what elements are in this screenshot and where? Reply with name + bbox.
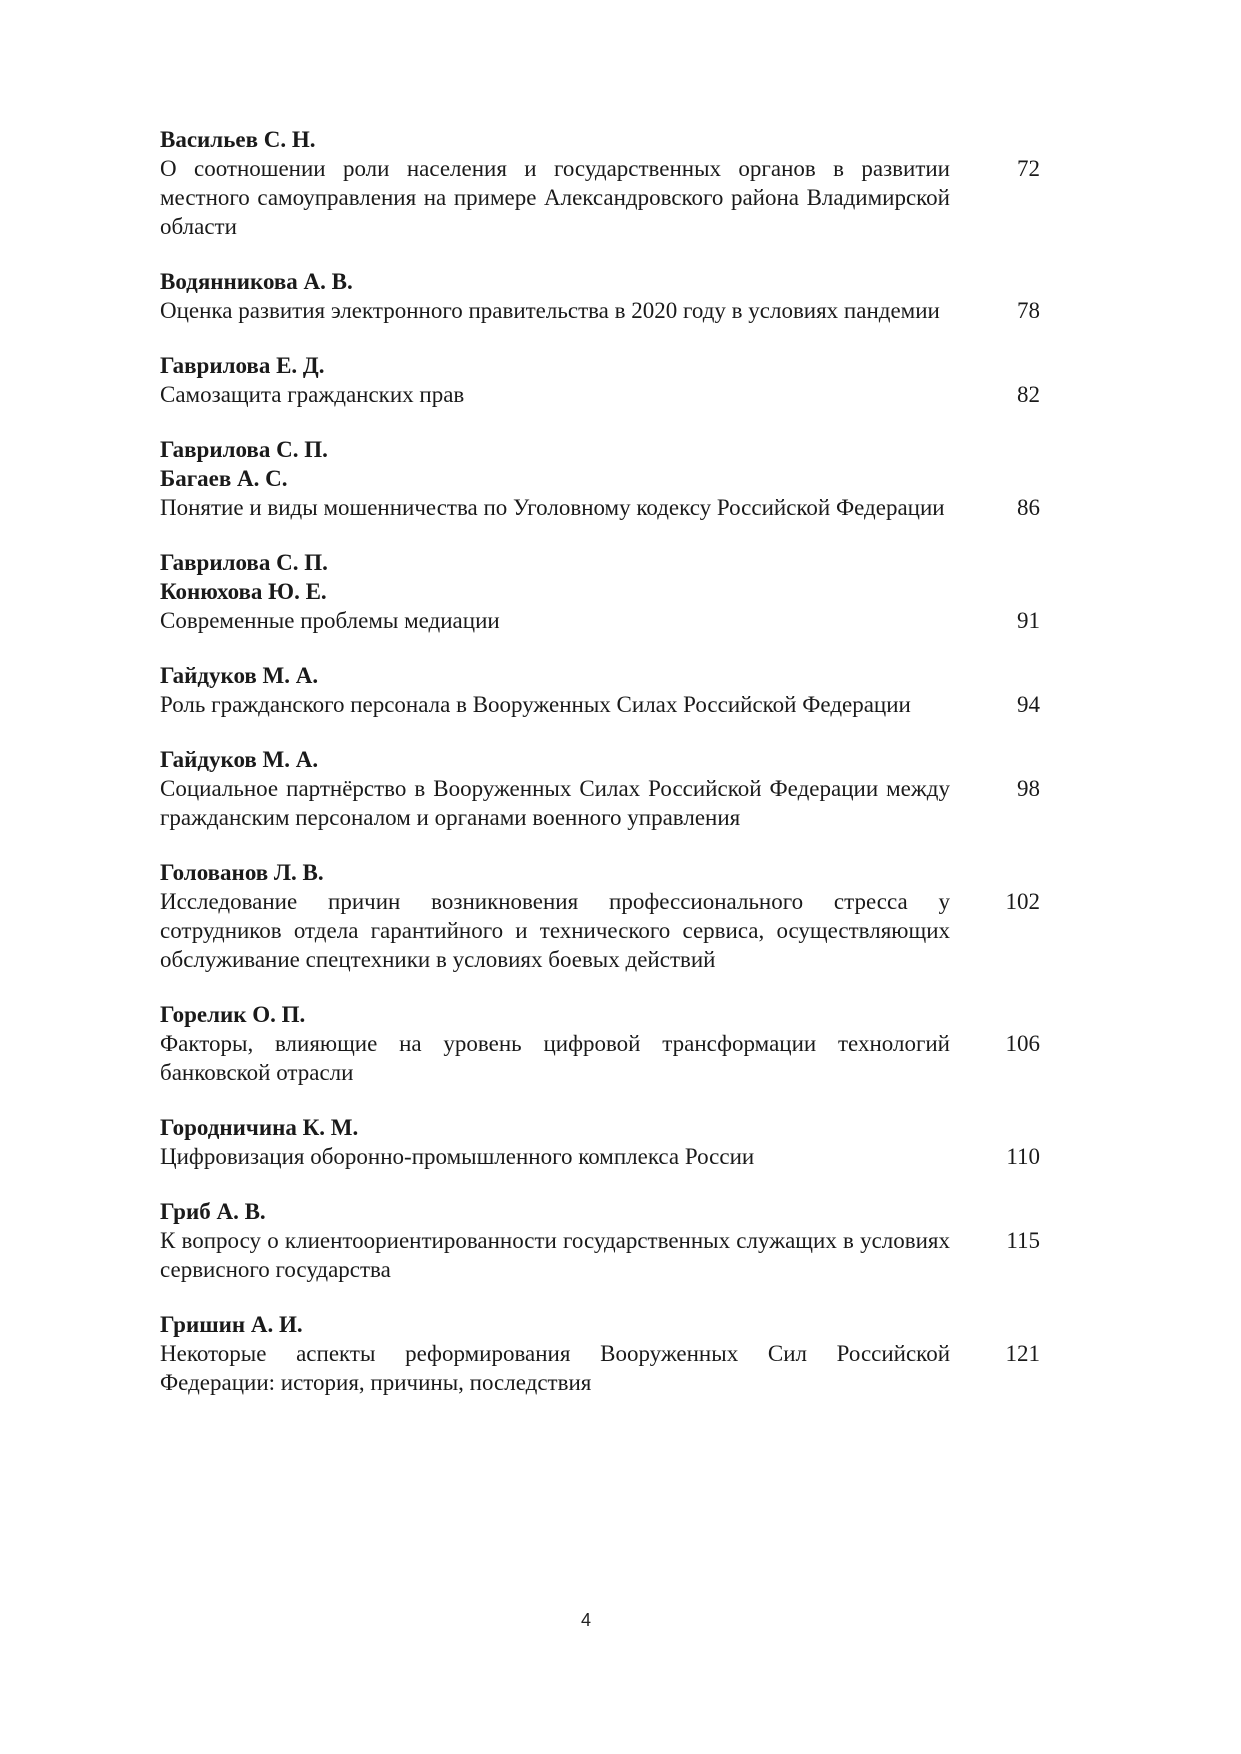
table-of-contents <box>160 125 1040 1397</box>
toc-page-number: 72 <box>1017 156 1040 181</box>
toc-entry <box>160 351 1040 409</box>
toc-page-number: 106 <box>1005 1031 1040 1056</box>
toc-title-row <box>160 380 1040 409</box>
toc-author: Водянникова А. В. <box>160 269 353 294</box>
toc-author: Голованов Л. В. <box>160 860 324 885</box>
toc-title: Социальное партнёрство в Вооруженных Силах Российской Федерации между гражданским персоналом и органами военного управления <box>160 776 950 830</box>
toc-page-number: 110 <box>1006 1144 1040 1169</box>
toc-page-number: 98 <box>1017 776 1040 801</box>
toc-title: Роль гражданского персонала в Вооруженных Силах Российской Федерации <box>160 692 911 717</box>
toc-entry <box>160 1197 1040 1284</box>
toc-entry <box>160 745 1040 832</box>
toc-page-number: 82 <box>1017 382 1040 407</box>
toc-author: Конюхова Ю. Е. <box>160 579 327 604</box>
toc-author: Гриб А. В. <box>160 1199 266 1224</box>
toc-entry <box>160 661 1040 719</box>
toc-entry <box>160 125 1040 241</box>
toc-author: Гаврилова С. П. <box>160 437 328 462</box>
toc-author: Гаврилова С. П. <box>160 550 328 575</box>
toc-title: Оценка развития электронного правительства в 2020 году в условиях пандемии <box>160 298 940 323</box>
toc-page-number: 115 <box>1006 1228 1040 1253</box>
toc-author: Гришин А. И. <box>160 1312 303 1337</box>
toc-author: Васильев С. Н. <box>160 127 316 152</box>
toc-title-row <box>160 493 1040 522</box>
toc-title-row <box>160 1142 1040 1171</box>
toc-title: Современные проблемы медиации <box>160 608 500 633</box>
toc-page-number: 91 <box>1017 608 1040 633</box>
toc-title: Факторы, влияющие на уровень цифровой трансформации технологий банковской отрасли <box>160 1031 950 1085</box>
toc-title: Цифровизация оборонно-промышленного комплекса России <box>160 1144 755 1169</box>
toc-author: Багаев А. С. <box>160 466 288 491</box>
toc-title-row <box>160 296 1040 325</box>
toc-page-number: 121 <box>1005 1341 1040 1366</box>
toc-page-number: 86 <box>1017 495 1040 520</box>
toc-entry <box>160 267 1040 325</box>
toc-entry <box>160 1000 1040 1087</box>
toc-title-row <box>160 774 1040 832</box>
toc-title: Некоторые аспекты реформирования Вооруженных Сил Российской Федерации: история, причины, последствия <box>160 1341 950 1395</box>
toc-title: К вопросу о клиентоориентированности государственных служащих в условиях сервисного государства <box>160 1228 950 1282</box>
toc-entry <box>160 435 1040 522</box>
toc-title-row <box>160 154 1040 241</box>
toc-title: Понятие и виды мошенничества по Уголовному кодексу Российской Федерации <box>160 495 945 520</box>
toc-entry <box>160 858 1040 974</box>
toc-author: Горелик О. П. <box>160 1002 306 1027</box>
toc-title-row <box>160 606 1040 635</box>
toc-page-number: 102 <box>1005 889 1040 914</box>
toc-page-number: 78 <box>1017 298 1040 323</box>
toc-title-row <box>160 690 1040 719</box>
toc-title-row <box>160 1029 1040 1087</box>
page-number: 4 <box>580 1610 591 1630</box>
toc-page-number: 94 <box>1017 692 1040 717</box>
toc-author: Городничина К. М. <box>160 1115 359 1140</box>
toc-title: Исследование причин возникновения профессионального стресса у сотрудников отдела гарантийного и технического сервиса, осуществляющих обслуживание спецтехники в условиях боевых действий <box>160 889 950 972</box>
toc-title-row <box>160 887 1040 974</box>
toc-author: Гайдуков М. А. <box>160 747 319 772</box>
toc-entry <box>160 548 1040 635</box>
toc-author: Гайдуков М. А. <box>160 663 319 688</box>
toc-title: Самозащита гражданских прав <box>160 382 465 407</box>
toc-title: О соотношении роли населения и государственных органов в развитии местного самоуправления на примере Александровского района Владимирской области <box>160 156 950 239</box>
toc-entry <box>160 1113 1040 1171</box>
toc-entry <box>160 1310 1040 1397</box>
toc-title-row <box>160 1226 1040 1284</box>
toc-author: Гаврилова Е. Д. <box>160 353 325 378</box>
toc-title-row <box>160 1339 1040 1397</box>
